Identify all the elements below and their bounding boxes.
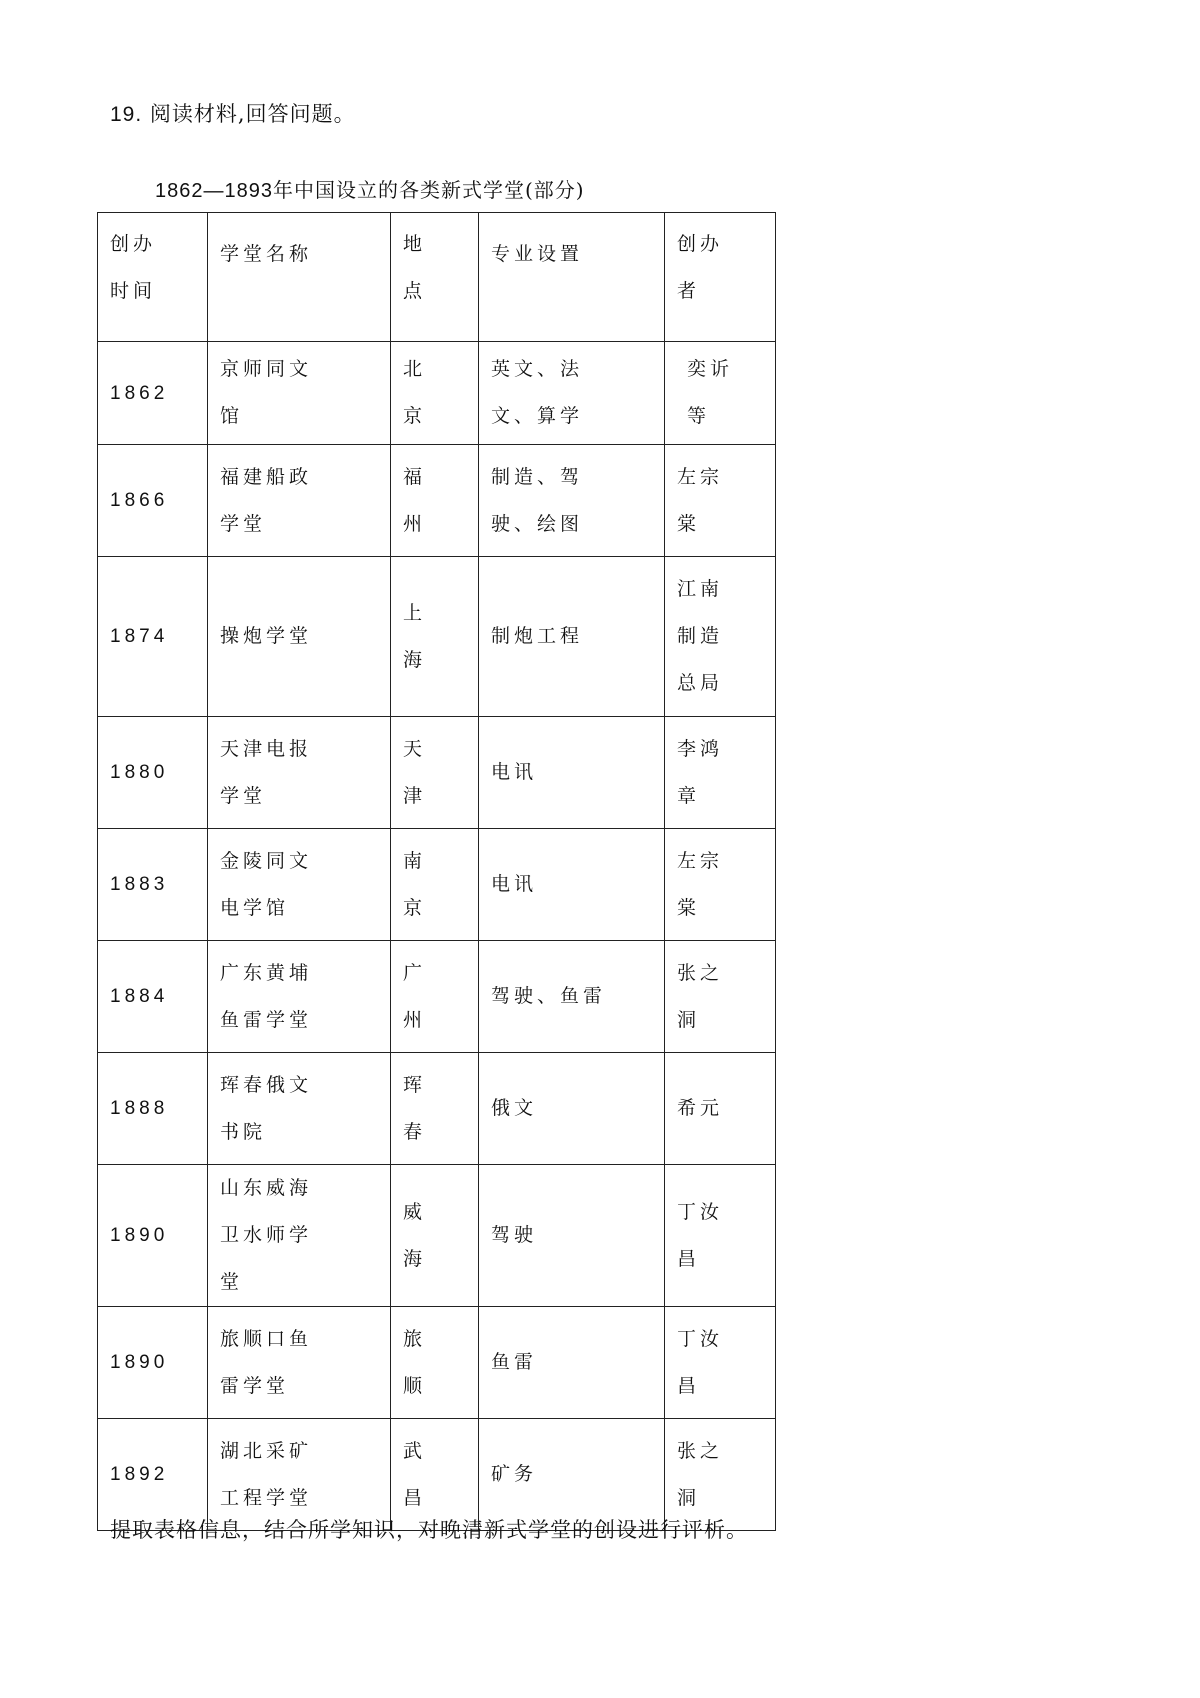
cell-year: 1862 (98, 342, 208, 445)
cell-major: 英文、法文、算学 (479, 342, 665, 445)
cell-year: 1892 (98, 1419, 208, 1531)
cell-year: 1866 (98, 445, 208, 557)
question-number: 19. (110, 103, 143, 126)
cell-founder: 左宗棠 (665, 829, 776, 941)
table-row (98, 1307, 776, 1419)
table-row (98, 829, 776, 941)
table-caption (155, 174, 585, 203)
table-row (98, 557, 776, 717)
table-row (98, 445, 776, 557)
cell-place: 福州 (391, 445, 479, 557)
cell-founder: 江南制造总局 (665, 557, 776, 717)
cell-name: 京师同文馆 (208, 342, 391, 445)
cell-name: 旅顺口鱼雷学堂 (208, 1307, 391, 1419)
cell-founder: 丁汝昌 (665, 1165, 776, 1307)
cell-place: 天津 (391, 717, 479, 829)
cell-place: 珲春 (391, 1053, 479, 1165)
cell-name: 湖北采矿工程学堂 (208, 1419, 391, 1531)
cell-place: 广州 (391, 941, 479, 1053)
cell-major: 电讯 (479, 829, 665, 941)
header-name: 学堂名称 (208, 213, 391, 342)
schools-table (97, 212, 776, 1531)
cell-place: 南京 (391, 829, 479, 941)
cell-name: 广东黄埔鱼雷学堂 (208, 941, 391, 1053)
cell-founder: 丁汝昌 (665, 1307, 776, 1419)
question-heading (110, 98, 356, 128)
cell-founder: 李鸿章 (665, 717, 776, 829)
table-row (98, 1053, 776, 1165)
cell-place: 威海 (391, 1165, 479, 1307)
question-prompt: 阅读材料,回答问题。 (149, 102, 356, 126)
cell-name: 金陵同文电学馆 (208, 829, 391, 941)
cell-name: 福建船政学堂 (208, 445, 391, 557)
table-row (98, 342, 776, 445)
cell-name: 天津电报学堂 (208, 717, 391, 829)
cell-place: 北京 (391, 342, 479, 445)
cell-major: 驾驶 (479, 1165, 665, 1307)
cell-major: 鱼雷 (479, 1307, 665, 1419)
cell-year: 1874 (98, 557, 208, 717)
cell-major: 俄文 (479, 1053, 665, 1165)
cell-place: 旅顺 (391, 1307, 479, 1419)
cell-place: 上海 (391, 557, 479, 717)
cell-name: 山东威海卫水师学堂 (208, 1165, 391, 1307)
cell-major: 驾驶、鱼雷 (479, 941, 665, 1053)
cell-founder: 左宗棠 (665, 445, 776, 557)
cell-founder: 张之洞 (665, 1419, 776, 1531)
table-row (98, 717, 776, 829)
cell-founder: 希元 (665, 1053, 776, 1165)
cell-year: 1888 (98, 1053, 208, 1165)
header-year: 创办时间 (98, 213, 208, 342)
caption-year-range: 1862—1893 (155, 180, 273, 202)
cell-place: 武昌 (391, 1419, 479, 1531)
cell-founder: 奕䜣等 (665, 342, 776, 445)
table-header-row (98, 213, 776, 342)
cell-name: 珲春俄文书院 (208, 1053, 391, 1165)
cell-major: 制造、驾驶、绘图 (479, 445, 665, 557)
task-instruction: 提取表格信息，结合所学知识，对晚清新式学堂的创设进行评析。 (110, 1518, 748, 1542)
table-row (98, 941, 776, 1053)
header-founder: 创办者 (665, 213, 776, 342)
cell-year: 1883 (98, 829, 208, 941)
table-row (98, 1165, 776, 1307)
cell-year: 1884 (98, 941, 208, 1053)
cell-major: 电讯 (479, 717, 665, 829)
cell-year: 1890 (98, 1307, 208, 1419)
cell-year: 1890 (98, 1165, 208, 1307)
cell-major: 制炮工程 (479, 557, 665, 717)
cell-major: 矿务 (479, 1419, 665, 1531)
cell-year: 1880 (98, 717, 208, 829)
caption-text: 年中国设立的各类新式学堂(部分) (272, 178, 585, 202)
cell-founder: 张之洞 (665, 941, 776, 1053)
cell-name: 操炮学堂 (208, 557, 391, 717)
header-place: 地点 (391, 213, 479, 342)
header-major: 专业设置 (479, 213, 665, 342)
